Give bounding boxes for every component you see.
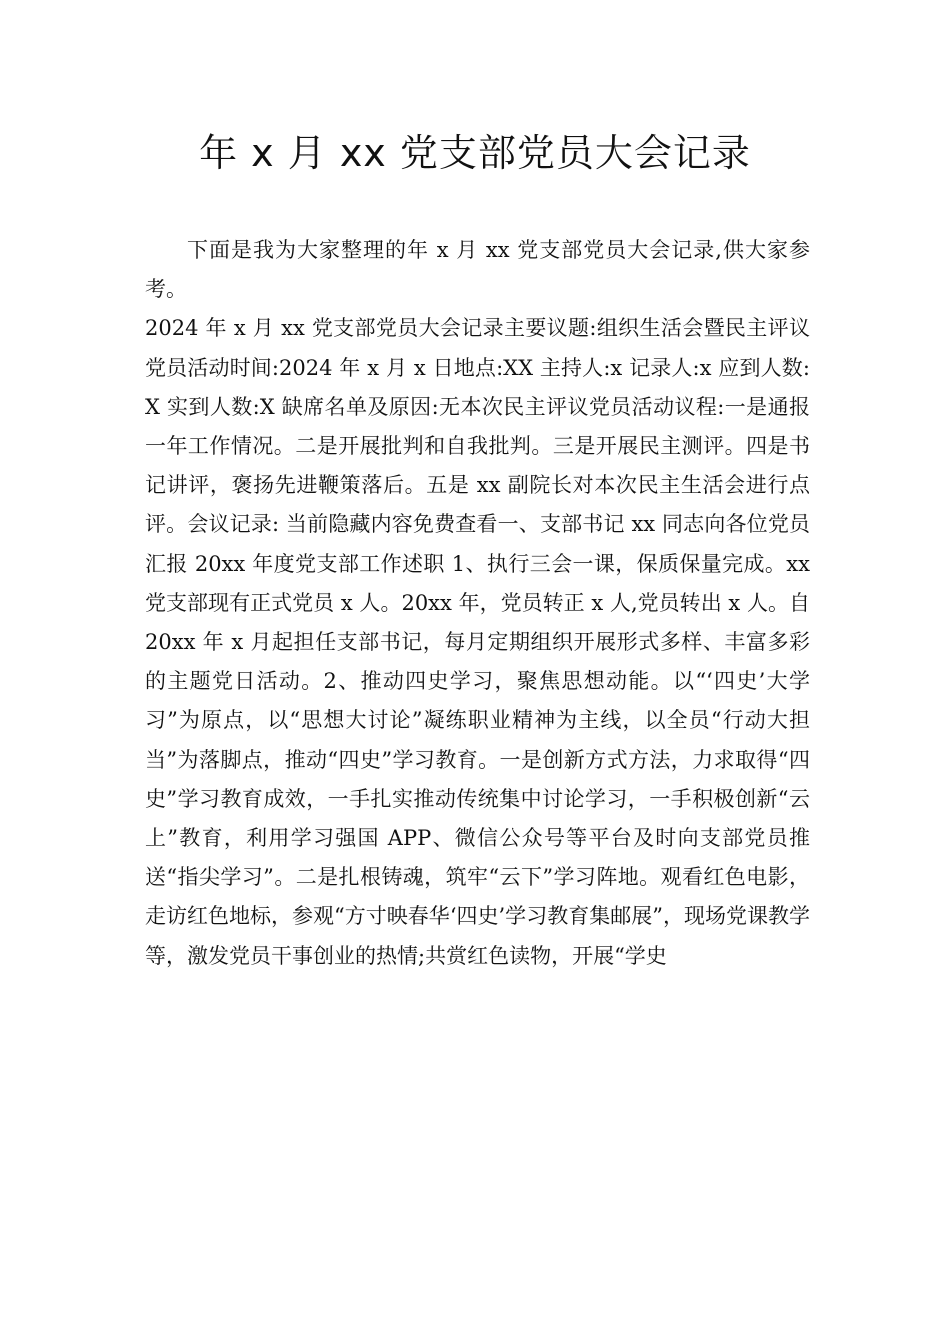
- meeting-record-paragraph: 2024 年 x 月 xx 党支部党员大会记录主要议题:组织生活会暨民主评议党员活动时间:2024 年 x 月 x 日地点:XX 主持人:x 记录人:x 应到人数:X 实到人数:X 缺席名单及原因:无本次民主评议党员活动议程:一是通报一年工作情况。二是开展批判和自我批判。三是开展民主测评。四是书记讲评，褒扬先进鞭策落后。五是 xx 副院长对本次民主生活会进行点评。会议记录: 当前隐藏内容免费查看一、支部书记 xx 同志向各位党员汇报 20xx 年度党支部工作述职 1、执行三会一课，保质保量完成。xx 党支部现有正式党员 x 人。20xx 年，党员转正 x 人,党员转出 x 人。自 20xx 年 x 月起担任支部书记，每月定期组织开展形式多样、丰富多彩的主题党日活动。2、推动四史学习，聚焦思想动能。以“‘四史’大学习”为原点，以“思想大讨论”凝练职业精神为主线，以全员“行动大担当”为落脚点，推动“四史”学习教育。一是创新方式方法，力求取得“四史”学习教育成效，一手扎实推动传统集中讨论学习，一手积极创新“云上”教育，利用学习强国 APP、微信公众号等平台及时向支部党员推送“指尖学习”。二是扎根铸魂，筑牢“云下”学习阵地。观看红色电影，走访红色地标，参观“方寸映春华‘四史’学习教育集邮展”，现场党课教学等，激发党员干事创业的热情;共赏红色读物，开展“学史: [145, 316, 810, 968]
- document-title: 年 x 月 xx 党支部党员大会记录: [199, 131, 751, 175]
- document-body: [145, 231, 810, 976]
- intro-paragraph: 下面是我为大家整理的年 x 月 xx 党支部党员大会记录,供大家参考。: [145, 238, 810, 302]
